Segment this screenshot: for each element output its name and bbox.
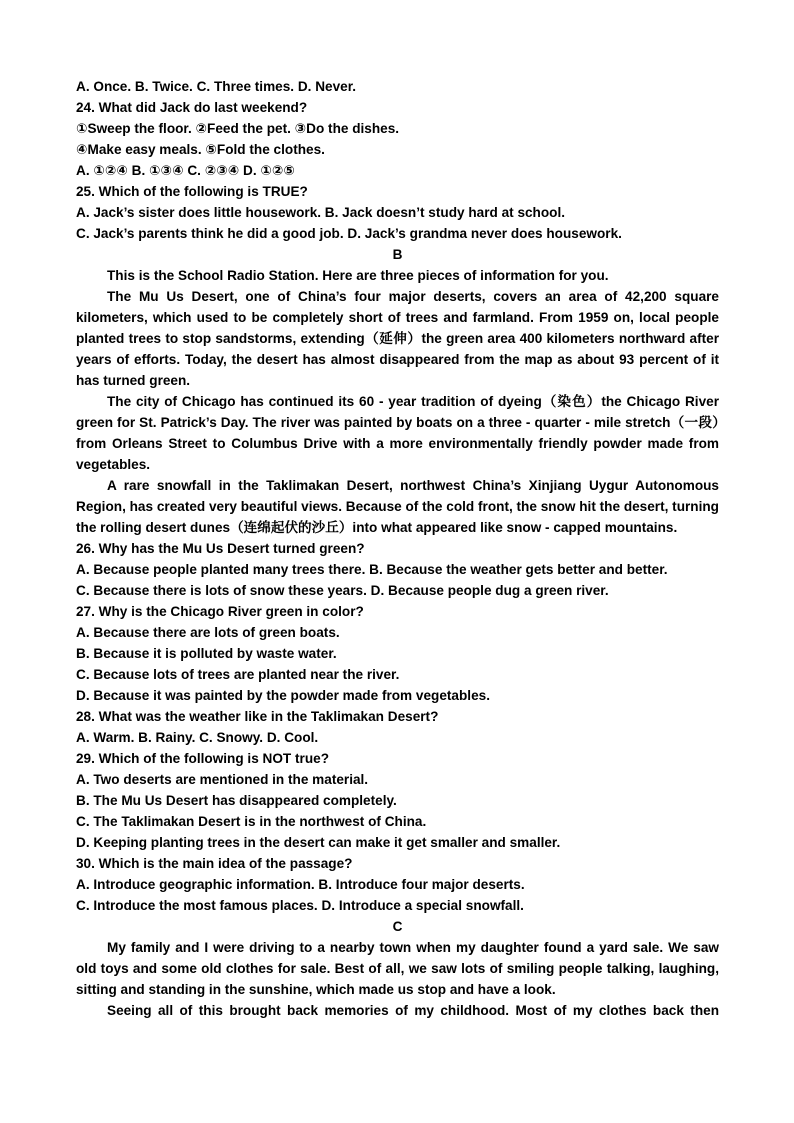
section-c-heading: C bbox=[392, 919, 403, 934]
q27-stem: 27. Why is the Chicago River green in color? bbox=[76, 604, 364, 619]
q24-options: A. ①②④ B. ①③④ C. ②③④ D. ①②⑤ bbox=[76, 163, 295, 178]
q30-options-ab: A. Introduce geographic information. B. Introduce four major deserts. bbox=[76, 877, 525, 892]
q28-stem: 28. What was the weather like in the Taklimakan Desert? bbox=[76, 709, 439, 724]
q27-option-c: C. Because lots of trees are planted near the river. bbox=[76, 667, 400, 682]
q25-options-ab: A. Jack’s sister does little housework. B. Jack doesn’t study hard at school. bbox=[76, 205, 566, 220]
q27-option-a: A. Because there are lots of green boats. bbox=[76, 625, 340, 640]
q29-stem: 29. Which of the following is NOT true? bbox=[76, 751, 329, 766]
q25-options-cd: C. Jack’s parents think he did a good job. D. Jack’s grandma never does housework. bbox=[76, 226, 622, 241]
q24-stem: 24. What did Jack do last weekend? bbox=[76, 100, 308, 115]
q29-option-a: A. Two deserts are mentioned in the material. bbox=[76, 772, 369, 787]
q30-stem: 30. Which is the main idea of the passage? bbox=[76, 856, 353, 871]
passage-b-paragraph-3: A rare snowfall in the Taklimakan Desert, northwest China’s Xinjiang Uygur Autonomous Region, has created very beautiful views. Because of the cold front, the snow hit the desert, turning the rolling desert dunes（连绵起伏的沙丘）into what appeared like snow - capped mountains. bbox=[76, 478, 719, 535]
q26-options-ab: A. Because people planted many trees there. B. Because the weather gets better and better. bbox=[76, 562, 668, 577]
q30-options-cd: C. Introduce the most famous places. D. Introduce a special snowfall. bbox=[76, 898, 524, 913]
section-b-heading: B bbox=[392, 247, 403, 262]
q25-stem: 25. Which of the following is TRUE? bbox=[76, 184, 308, 199]
section-b-intro: This is the School Radio Station. Here are three pieces of information for you. bbox=[107, 268, 609, 283]
passage-c-paragraph-2: Seeing all of this brought back memories of my childhood. Most of my clothes back then bbox=[107, 1003, 719, 1018]
exam-page bbox=[76, 76, 719, 1021]
q24-items-1: ①Sweep the floor. ②Feed the pet. ③Do the dishes. bbox=[76, 121, 400, 136]
q28-options: A. Warm. B. Rainy. C. Snowy. D. Cool. bbox=[76, 730, 319, 745]
q26-stem: 26. Why has the Mu Us Desert turned green? bbox=[76, 541, 365, 556]
q23-options: A. Once. B. Twice. C. Three times. D. Never. bbox=[76, 79, 357, 94]
q29-option-b: B. The Mu Us Desert has disappeared completely. bbox=[76, 793, 397, 808]
passage-b-paragraph-2: The city of Chicago has continued its 60 - year tradition of dyeing（染色）the Chicago River green for St. Patrick’s Day. The river was painted by boats on a three - quarter - mile stretch（一段）from Orleans Street to Columbus Drive with a more environmentally friendly powder made from vegetables. bbox=[76, 394, 719, 472]
q27-option-b: B. Because it is polluted by waste water. bbox=[76, 646, 337, 661]
passage-c-paragraph-1: My family and I were driving to a nearby town when my daughter found a yard sale. We saw old toys and some old clothes for sale. Best of all, we saw lots of smiling people talking, laughing, sitting and standing in the sunshine, which made us stop and have a look. bbox=[76, 940, 719, 997]
q27-option-d: D. Because it was painted by the powder made from vegetables. bbox=[76, 688, 490, 703]
passage-b-paragraph-1: The Mu Us Desert, one of China’s four major deserts, covers an area of 42,200 square kilometers, which used to be completely short of trees and farmland. From 1959 on, local people planted trees to stop sandstorms, extending（延伸）the green area 400 kilometers northward after years of efforts. Today, the desert has almost disappeared from the map as about 93 percent of it has turned green. bbox=[76, 289, 719, 388]
q26-options-cd: C. Because there is lots of snow these years. D. Because people dug a green river. bbox=[76, 583, 609, 598]
q29-option-c: C. The Taklimakan Desert is in the northwest of China. bbox=[76, 814, 427, 829]
q29-option-d: D. Keeping planting trees in the desert can make it get smaller and smaller. bbox=[76, 835, 561, 850]
q24-items-2: ④Make easy meals. ⑤Fold the clothes. bbox=[76, 142, 325, 157]
